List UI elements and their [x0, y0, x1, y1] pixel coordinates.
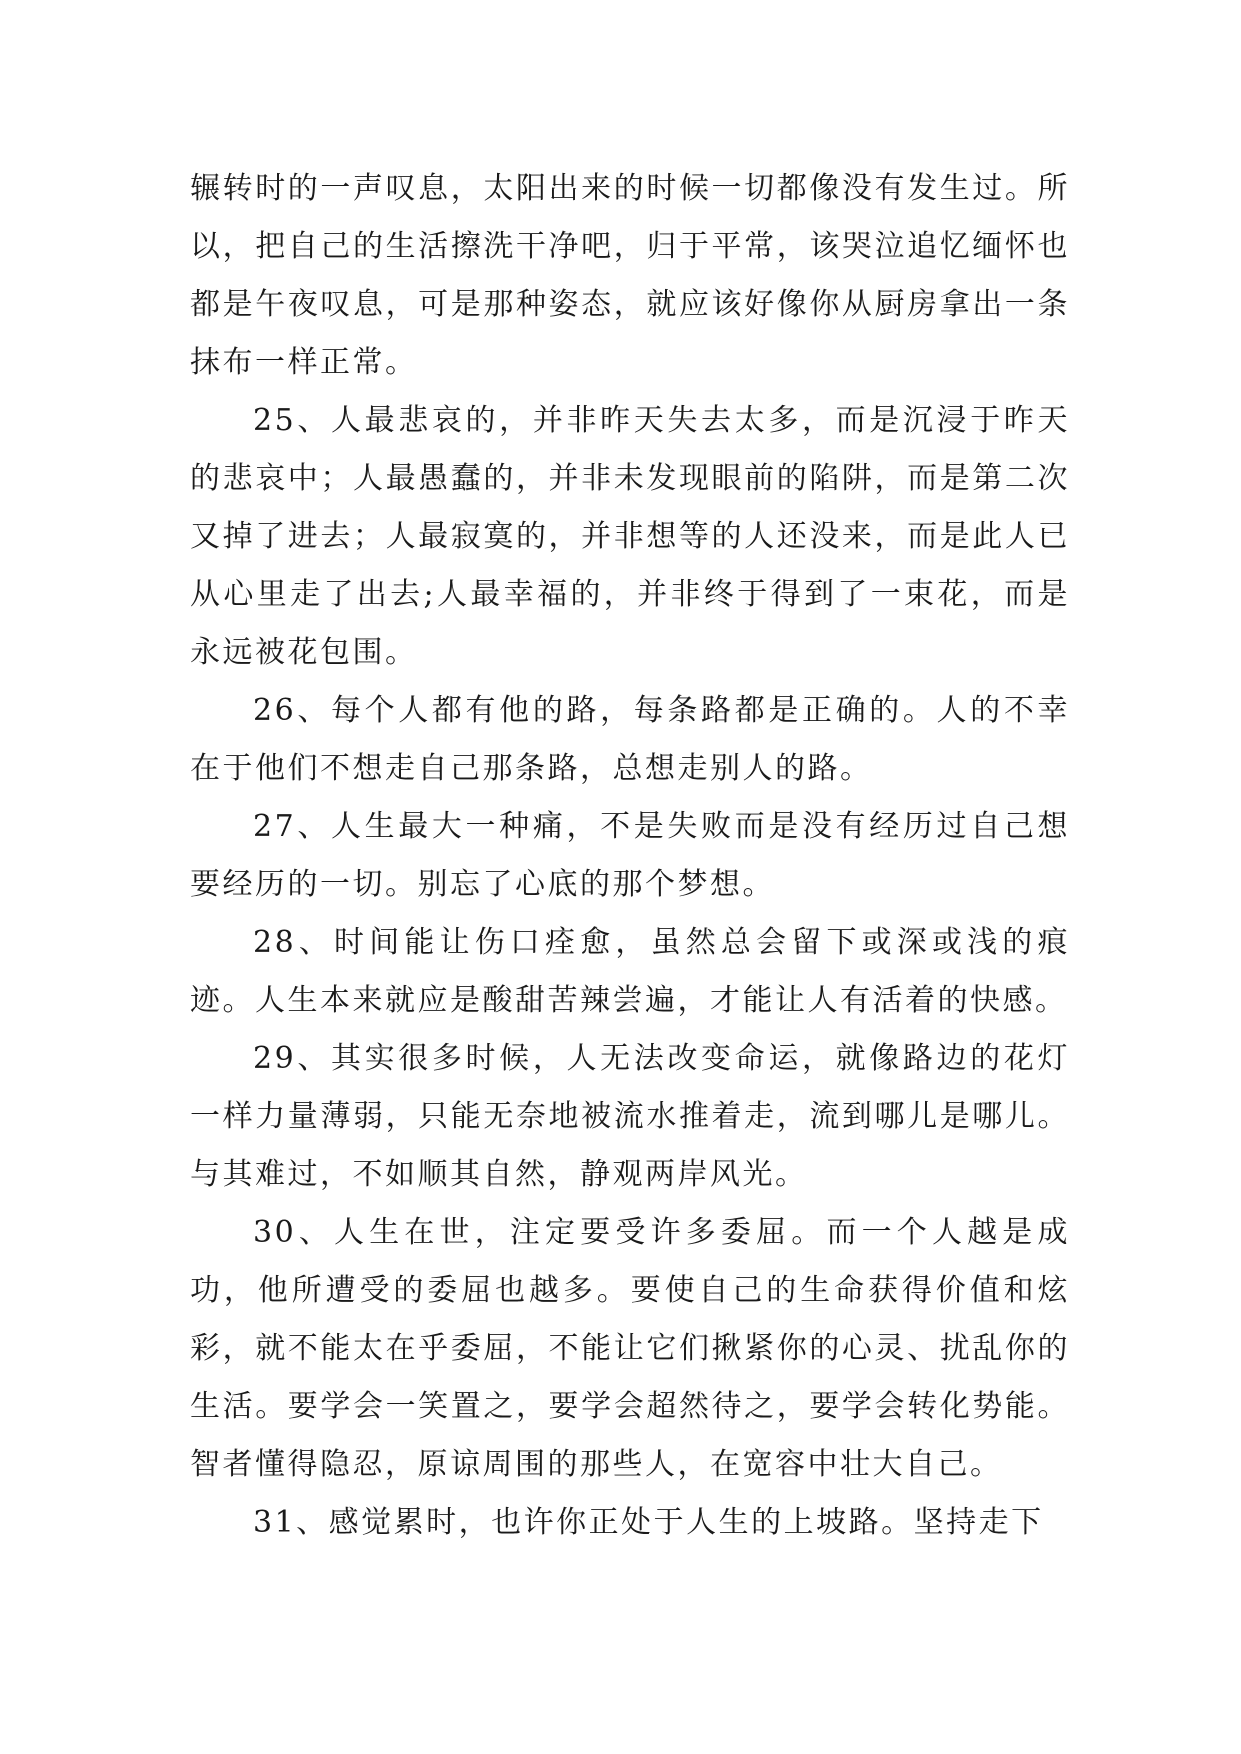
paragraph-31: 31、感觉累时，也许你正处于人生的上坡路。坚持走下: [253, 1505, 1044, 1540]
paragraph-28: 28、时间能让伤口痊愈，虽然总会留下或深或浅的痕迹。人生本来就应是酸甜苦辣尝遍，才能让人有活着的快感。: [190, 925, 1070, 1018]
paragraph-30: 30、人生在世，注定要受许多委屈。而一个人越是成功，他所遭受的委屈也越多。要使自己的生命获得价值和炫彩，就不能太在乎委屈，不能让它们揪紧你的心灵、扰乱你的生活。要学会一笑置之，要学会超然待之，要学会转化势能。智者懂得隐忍，原谅周围的那些人，在宽容中壮大自己。: [190, 1215, 1070, 1482]
paragraph-25: 25、人最悲哀的，并非昨天失去太多，而是沉浸于昨天的悲哀中；人最愚蠢的，并非未发现眼前的陷阱，而是第二次又掉了进去；人最寂寞的，并非想等的人还没来，而是此人已从心里走了出去;人最幸福的，并非终于得到了一束花，而是永远被花包围。: [190, 403, 1070, 670]
paragraph-29: 29、其实很多时候，人无法改变命运，就像路边的花灯一样力量薄弱，只能无奈地被流水推着走，流到哪儿是哪儿。与其难过，不如顺其自然，静观两岸风光。: [190, 1041, 1070, 1192]
paragraph-continuation: 辗转时的一声叹息，太阳出来的时候一切都像没有发生过。所以，把自己的生活擦洗干净吧，归于平常，该哭泣追忆缅怀也都是午夜叹息，可是那种姿态，就应该好像你从厨房拿出一条抹布一样正常。: [190, 171, 1070, 380]
paragraph-27: 27、人生最大一种痛，不是失败而是没有经历过自己想要经历的一切。别忘了心底的那个梦想。: [190, 809, 1070, 902]
paragraph-26: 26、每个人都有他的路，每条路都是正确的。人的不幸在于他们不想走自己那条路，总想走别人的路。: [190, 693, 1070, 786]
document-body: [190, 160, 1070, 1552]
